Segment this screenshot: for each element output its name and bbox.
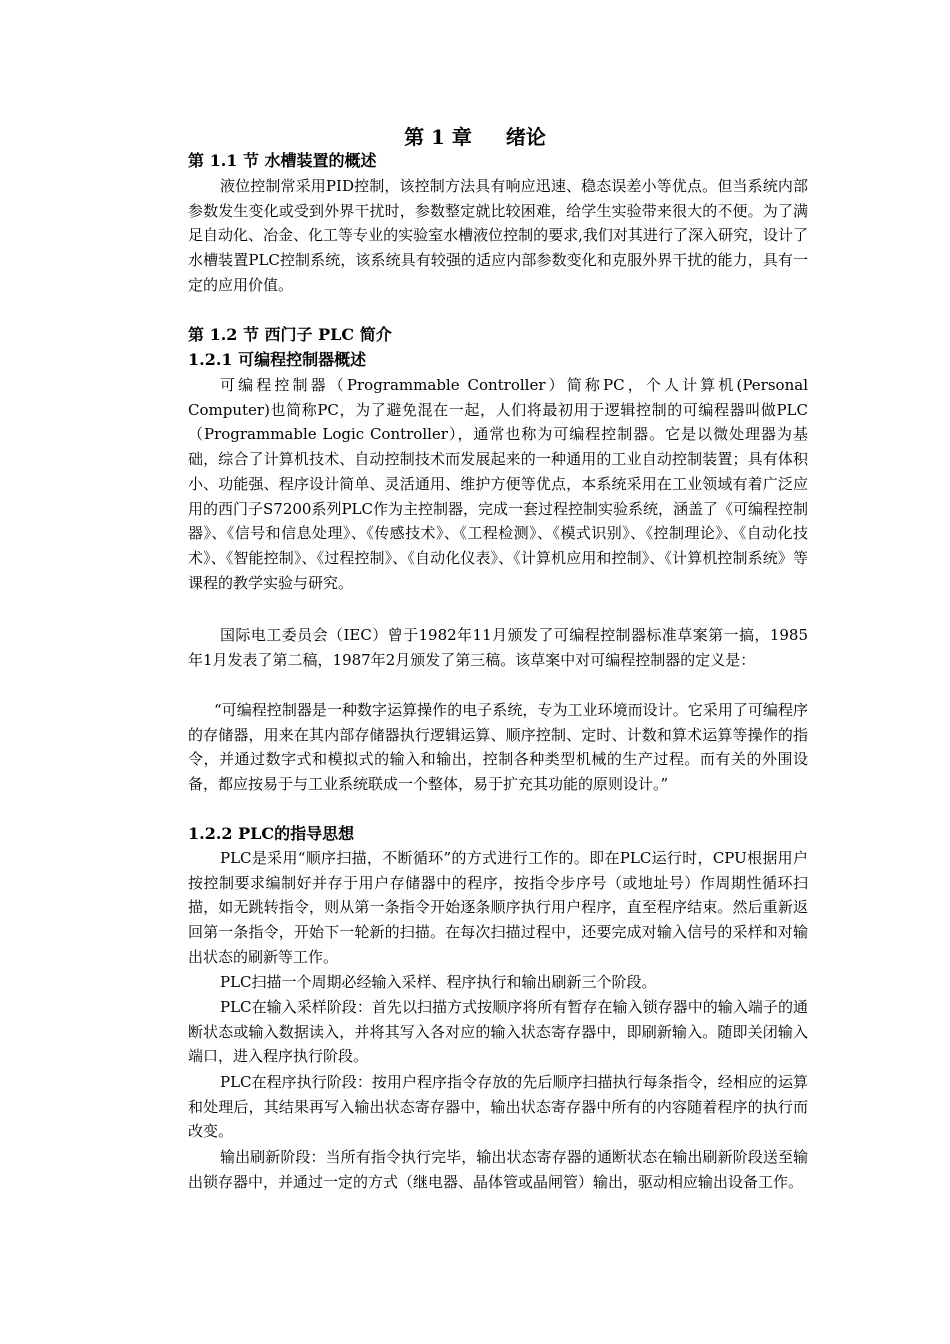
chapter-number: 第 1 章 <box>404 125 472 149</box>
subsection-1-2-2-paragraph-2: PLC扫描一个周期必经输入采样、程序执行和输出刷新三个阶段。 <box>220 973 657 991</box>
subsection-1-2-2-paragraph-3: PLC在输入采样阶段：首先以扫描方式按顺序将所有暂存在输入锁存器中的输入端子的通断状态或输入数据读入，并将其写入各对应的输入状态寄存器中，即刷新输入。随即关闭输入端口，进入程序执行阶段。 <box>188 998 808 1066</box>
section-1-1-heading: 第 1.1 节 水槽装置的概述 <box>188 151 377 170</box>
section-1-2-heading: 第 1.2 节 西门子 PLC 简介 <box>188 325 392 344</box>
section-1-1-paragraph: 液位控制常采用PID控制，该控制方法具有响应迅速、稳态误差小等优点。但当系统内部参数发生变化或受到外界干扰时，参数整定就比较困难，给学生实验带来很大的不便。为了满足自动化、冶金、化工等专业的实验室水槽液位控制的要求,我们对其进行了深入研究，设计了水槽装置PLC控制系统，该系统具有较强的适应内部参数变化和克服外界干扰的能力，具有一定的应用价值。 <box>188 177 808 294</box>
chapter-name: 绪论 <box>505 125 546 149</box>
subsection-1-2-1-paragraph-1: 可编程控制器（Programmable Controller）简称PC，个人计算机(Personal Computer)也简称PC，为了避免混在一起，人们将最初用于逻辑控制的可编程器叫做PLC（Programmable Logic Controller），通常也称为可编程控制器。它是以微处理器为基础，综合了计算机技术、自动控制技术而发展起来的一种通用的工业自动控制装置；具有体积小、功能强、程序设计简单、灵活通用、维护方便等优点，本系统采用在工业领域有着广泛应用的西门子S7200系列PLC作为主控制器，完成一套过程控制实验系统，涵盖了《可编程控制器》、《信号和信息处理》、《传感技术》、《工程检测》、《模式识别》、《控制理论》、《自动化技术》、《智能控制》、《过程控制》、《自动化仪表》、《计算机应用和控制》、《计算机控制系统》等课程的教学实验与研究。 <box>188 376 808 592</box>
subsection-1-2-2-paragraph-5: 输出刷新阶段：当所有指令执行完毕，输出状态寄存器的通断状态在输出刷新阶段送至输出锁存器中，并通过一定的方式（继电器、晶体管或晶闸管）输出，驱动相应输出设备工作。 <box>188 1148 808 1191</box>
plc-definition-quote: “可编程控制器是一种数字运算操作的电子系统，专为工业环境而设计。它采用了可编程序的存储器，用来在其内部存储器执行逻辑运算、顺序控制、定时、计数和算术运算等操作的指令，并通过数字式和模拟式的输入和输出，控制各种类型机械的生产过程。而有关的外围设备，都应按易于与工业系统联成一个整体，易于扩充其功能的原则设计。” <box>188 701 808 794</box>
subsection-1-2-1-heading: 1.2.1 可编程控制器概述 <box>188 350 367 369</box>
subsection-1-2-1-paragraph-2: 国际电工委员会（IEC）曾于1982年11月颁发了可编程控制器标准草案第一搞，1985年1月发表了第二稿，1987年2月颁发了第三稿。该草案中对可编程控制器的定义是： <box>188 626 808 669</box>
subsection-1-2-2-paragraph-1: PLC是采用“顺序扫描，不断循环”的方式进行工作的。即在PLC运行时，CPU根据用户按控制要求编制好并存于用户存储器中的程序，按指令步序号（或地址号）作周期性循环扫描，如无跳转指令，则从第一条指令开始逐条顺序执行用户程序，直至程序结束。然后重新返回第一条指令，开始下一轮新的扫描。在每次扫描过程中，还要完成对输入信号的采样和对输出状态的刷新等工作。 <box>188 849 808 966</box>
chapter-title <box>0 123 950 151</box>
subsection-1-2-2-heading: 1.2.2 PLC的指导思想 <box>188 824 355 843</box>
subsection-1-2-2-paragraph-4: PLC在程序执行阶段：按用户程序指令存放的先后顺序扫描执行每条指令，经相应的运算和处理后，其结果再写入输出状态寄存器中，输出状态寄存器中所有的内容随着程序的执行而改变。 <box>188 1073 808 1141</box>
